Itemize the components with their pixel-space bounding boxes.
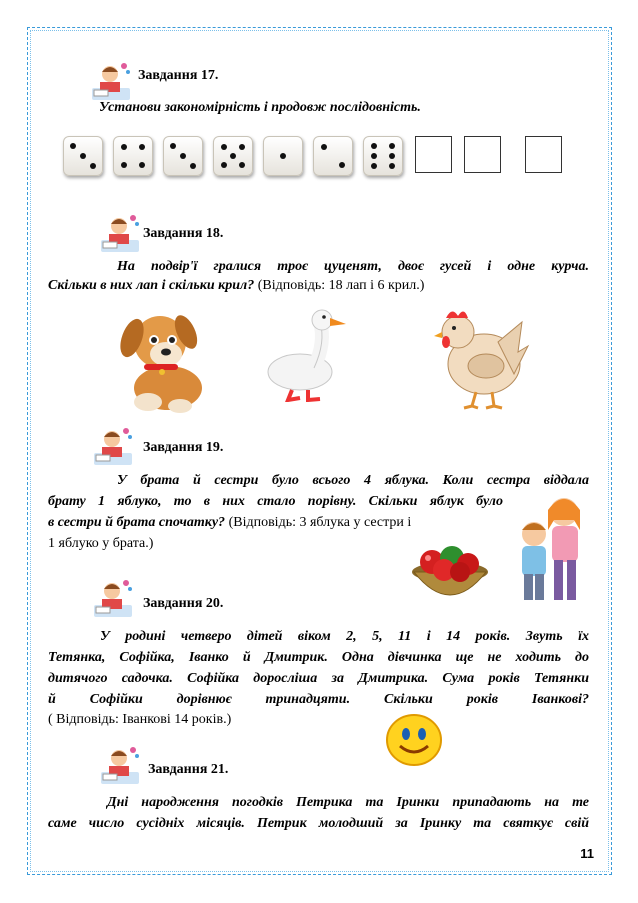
task-18-answer: (Відповідь: 18 лап і 6 крил.): [257, 278, 425, 293]
task-21-title: Завдання 21.: [148, 762, 229, 777]
die-6: [363, 136, 403, 176]
task-19-line2: брату 1 яблуко, то в них стало порівну. Скільки яблук було: [48, 494, 503, 509]
task-19-line4: 1 яблуко у брата.): [48, 536, 154, 551]
empty-answer-box[interactable]: [525, 136, 562, 173]
task-17-text: Установи закономірність і продовж послідовність.: [99, 100, 421, 115]
kid-reading-icon: [90, 423, 136, 469]
task-19-line1: У брата й сестри було всього 4 яблука. Коли сестра віддала: [117, 473, 589, 488]
task-20-line4: й Софійки дорівнює тринадцяти. Скільки років Іванкові?: [48, 692, 589, 707]
kid-reading-icon: [97, 210, 143, 256]
task-18-title: Завдання 18.: [143, 226, 224, 241]
task-19-answer: (Відповідь: 3 яблука у сестри і: [228, 515, 412, 530]
task-20-line1: У родині четверо дітей віком 2, 5, 11 і 14 років. Звуть їх: [100, 629, 589, 644]
empty-answer-box[interactable]: [464, 136, 501, 173]
page-number: 11: [580, 846, 594, 861]
apple-basket-picture: [410, 538, 490, 604]
die-5: [213, 136, 253, 176]
task-17-title: Завдання 17.: [138, 68, 219, 83]
die-3: [163, 136, 203, 176]
task-20-line3: дитячого садочка. Софійка доросліша за Дмитрика. Сума років Тетянки: [48, 671, 589, 686]
task-19-title: Завдання 19.: [143, 440, 224, 455]
hen-picture: [432, 302, 532, 410]
task-21-line2: саме число сусідніх місяців. Петрик молодший за Іринку та святкує свій: [48, 816, 589, 831]
task-21-line1: Дні народження погодків Петрика та Іринки припадають на те: [107, 795, 589, 810]
task-19-question: в сестри й брата спочатку?: [48, 515, 226, 530]
task-18-line1: На подвір'ї гралися троє цуценят, двоє гусей і одне курча.: [117, 259, 589, 274]
die-3: [63, 136, 103, 176]
task-18-question: Скільки в них лап і скільки крил?: [48, 278, 255, 293]
puppy-picture: [118, 302, 216, 416]
die-1: [263, 136, 303, 176]
die-4: [113, 136, 153, 176]
kid-reading-icon: [90, 575, 136, 621]
die-2: [313, 136, 353, 176]
empty-answer-box[interactable]: [415, 136, 452, 173]
kid-reading-icon: [97, 742, 143, 788]
smiley-picture: [384, 712, 444, 768]
task-20-answer: ( Відповідь: Іванкові 14 років.): [48, 712, 232, 727]
dice-sequence: [63, 136, 562, 176]
brother-sister-picture: [510, 490, 586, 606]
goose-picture: [264, 302, 352, 402]
task-20-title: Завдання 20.: [143, 596, 224, 611]
task-20-line2: Тетянка, Софійка, Іванко й Дмитрик. Одна дівчинка ще не ходить до: [48, 650, 589, 665]
